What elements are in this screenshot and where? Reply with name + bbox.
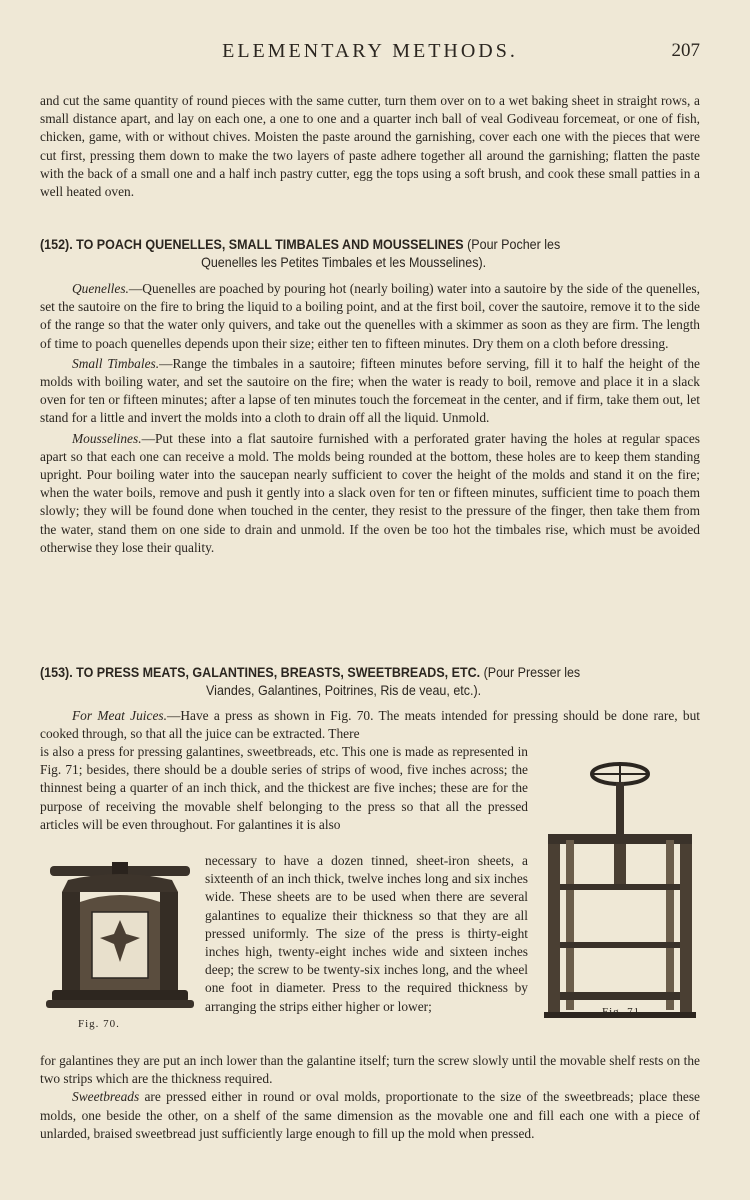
section-152-heading bbox=[40, 236, 698, 272]
page-number: 207 bbox=[671, 40, 700, 61]
mousselines-text: —Put these into a flat sautoire furnished with a perforated grater having the holes at regular spaces apart so that each one can receive a mold. The molds being rounded at the bottom, these holes are to keep them standing upright. Pour boiling water into the saucepan nearly sufficient to cover the height of the molds and stand it on the fire; when the water boils, remove and push it gently into a slack oven for ten or fifteen minutes, sufficient time to poach them slowly; they will be found done when touched in the center, they resist to the pressure of the finger, then take them from the water, stand them on one side to drain and unmold. If the oven be too hot the timbales rise, which must be avoided otherwise they lose their quality. bbox=[40, 430, 700, 555]
section-translation: (Pour Presser les bbox=[483, 665, 581, 680]
meat-juices-paragraph-start bbox=[40, 707, 700, 743]
figure-70 bbox=[40, 862, 205, 1030]
intro-paragraph-block bbox=[40, 92, 700, 201]
mousselines-paragraph bbox=[40, 430, 700, 557]
meat-juices-text-middle: necessary to have a dozen tinned, sheet-iron sheets, a sixteenth of an inch thick, twelve inches long and six inches wide. These sheets are to be used when there are several galantines to equalize their thickness so that they are all pressed uniformly. The size of the press is thirty-eight inches high, twenty-eight inches wide and sixteen inches deep; the screw to be twenty-six inches long, and the wheel one foot in diameter. Press to the required thickness by arranging the strips either higher or lower; bbox=[205, 853, 528, 1014]
section-153-end bbox=[40, 1052, 700, 1143]
section-152-body bbox=[40, 280, 700, 557]
mousselines-term: Mousselines. bbox=[72, 430, 142, 446]
timbales-paragraph bbox=[40, 355, 700, 428]
fig70-caption: Fig. 70. bbox=[78, 1018, 120, 1030]
page-header bbox=[40, 40, 700, 66]
meat-juices-text: —Have a press as shown in Fig. 70. The meats intended for pressing should be done rare, but cooked through, so that all the juice can be extracted. There bbox=[40, 708, 700, 742]
section-title: TO PRESS MEATS, GALANTINES, BREASTS, SWEETBREADS, ETC. bbox=[76, 665, 481, 680]
section-title: TO POACH QUENELLES, SMALL TIMBALES AND MOUSSELINES bbox=[76, 237, 464, 252]
fig71-caption: Fig. 71. bbox=[602, 1006, 644, 1018]
meat-press-illustration bbox=[40, 862, 205, 1022]
meat-juices-term: For Meat Juices. bbox=[72, 708, 167, 723]
section-153-heading bbox=[40, 664, 698, 700]
figure-71 bbox=[540, 752, 700, 1024]
timbales-text: —Range the timbales in a sautoire; fifteen minutes before serving, fill it to half the height of the molds with boiling water, and set the sautoire on the fire; when the water is ready to boil, remove and place it in a slack oven for ten or fifteen minutes; after a lapse of ten minutes touch the forcemeat in the center, and if firm, take them out, let stand for a little and invert the molds into a cloth to drain off all the liquid. Unmold. bbox=[40, 355, 700, 426]
section-number: (152). bbox=[40, 237, 73, 252]
meat-juices-text-end: for galantines they are put an inch lower than the galantine itself; turn the screw slowly until the movable shelf rests on the two strips which are the thickness required. bbox=[40, 1053, 700, 1087]
sweetbreads-paragraph bbox=[40, 1088, 700, 1143]
meat-juices-text-right: is also a press for pressing galantines, sweetbreads, etc. This one is made as represented in Fig. 71; besides, there should be a double series of strips of wood, five inches across; the thinnest being a quarter of an inch thick, and the thickest are five inches; these are for the purpose of receiving the movable shelf belonging to the press so that all the pressed articles will be even throughout. For galantines it is also bbox=[40, 744, 528, 832]
meat-juices-continued-beside-fig71 bbox=[40, 743, 528, 834]
quenelles-paragraph bbox=[40, 280, 700, 353]
meat-juices-lead bbox=[40, 707, 700, 743]
meat-juices-continued-between-figures bbox=[205, 852, 528, 1016]
intro-paragraph: and cut the same quantity of round pieces with the same cutter, turn them over on to a wet baking sheet in straight rows, a small distance apart, and lay on each one, a one to one and a quarter inch ball of veal Godiveau forcemeat, or one of fish, chicken, game, with or without chives. Moisten the paste around the garnishing, cover each one with the pieces that were cut first, pressing them down to make the two layers of paste adhere together all around the garnishing; flatten the paste with the back of a small one and a half inch pastry cutter, egg the tops using a soft brush, and cook these small patties in a well heated oven. bbox=[40, 93, 700, 200]
quenelles-text: —Quenelles are poached by pouring hot (nearly boiling) water into a sautoire by the side of the quenelles, set the sautoire on the fire to bring the liquid to a boiling point, and at the first boil, cover the sautoire, remove it to the side of the range so that the water only quivers, and take out the quenelles with a skimmer as soon as they are firm. The length of time to poach quenelles depends upon their size; either ten to fifteen minutes. Dry them on a cloth before dressing. bbox=[40, 281, 700, 351]
running-head: ELEMENTARY METHODS. bbox=[222, 40, 518, 62]
section-number: (153). bbox=[40, 665, 73, 680]
section-translation-continued: Viandes, Galantines, Poitrines, Ris de veau, etc.). bbox=[206, 683, 482, 698]
sweetbreads-term: Sweetbreads bbox=[72, 1089, 140, 1105]
section-translation-continued: Quenelles les Petites Timbales et les Mousselines). bbox=[201, 255, 487, 270]
quenelles-term: Quenelles. bbox=[72, 281, 129, 296]
timbales-term: Small Timbales. bbox=[72, 355, 160, 371]
galantine-press-illustration bbox=[540, 752, 700, 1022]
sweetbreads-text: are pressed either in round or oval molds, proportionate to the size of the sweetbreads; place these molds, one beside the other, on a shelf of the same dimension as the movable one and fill each one with a piece of unlarded, braised sweetbread just sufficiently large enough to fill up the mold when pressed. bbox=[40, 1089, 700, 1141]
section-translation: (Pour Pocher les bbox=[467, 237, 561, 252]
